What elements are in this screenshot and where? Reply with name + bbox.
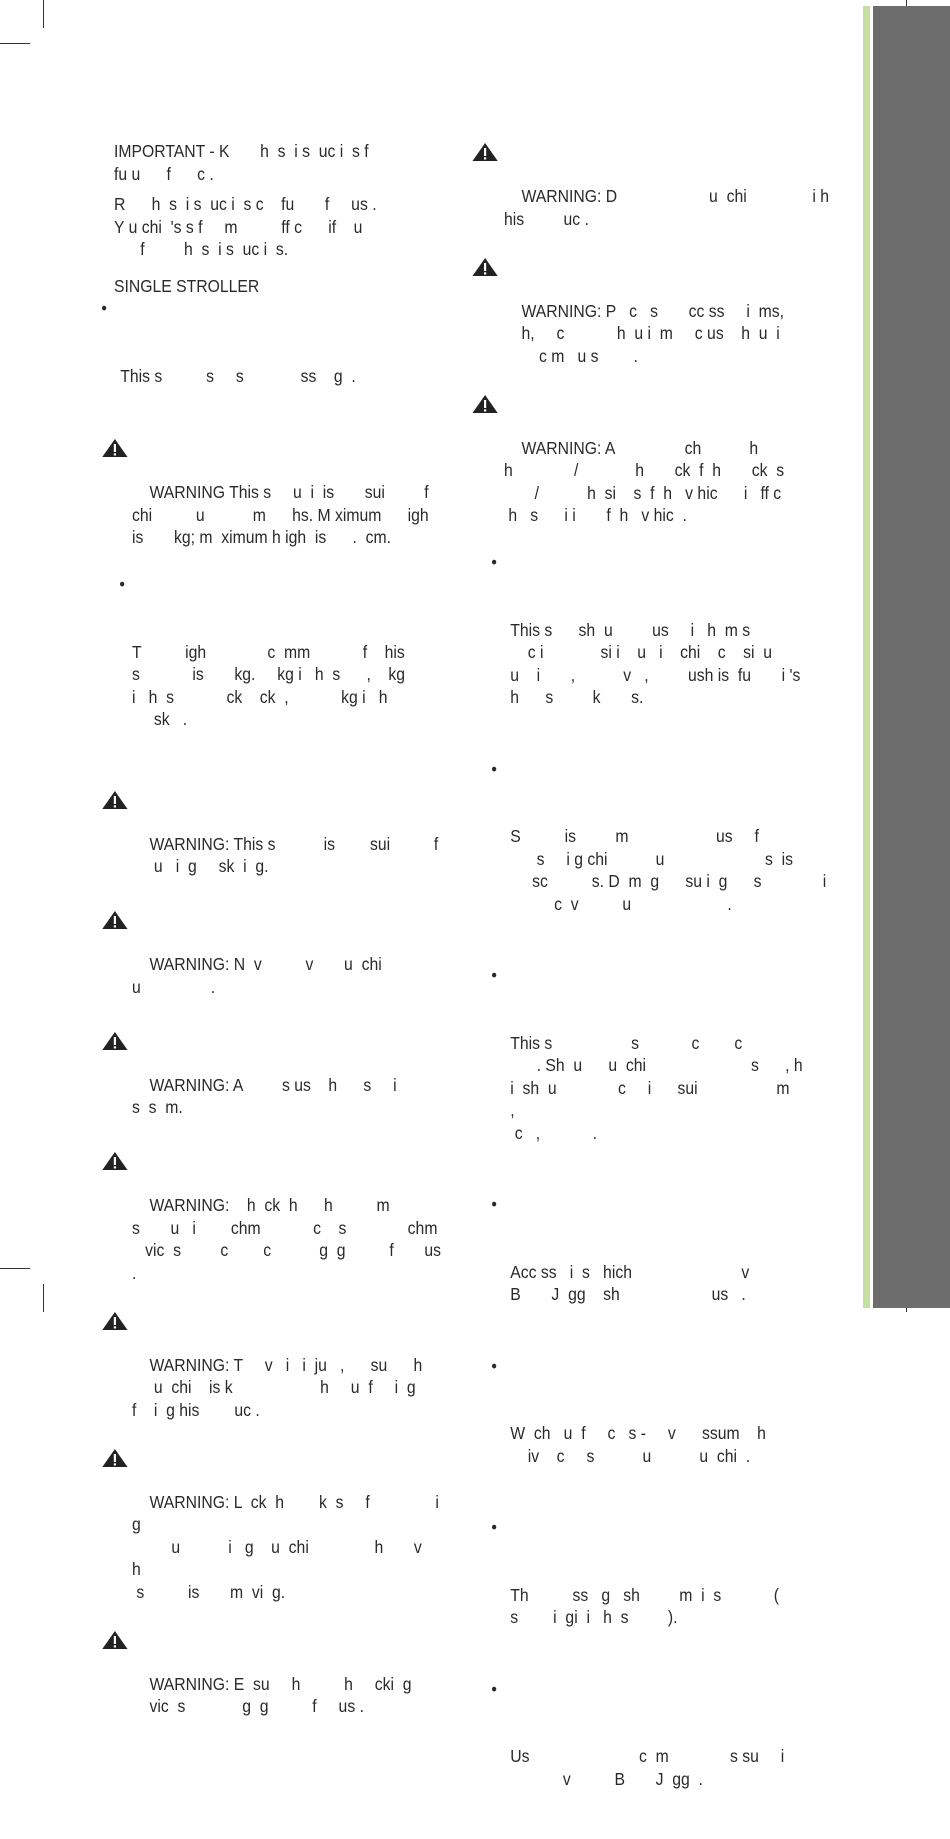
- bullet-icon: •: [491, 1517, 497, 1537]
- warning-text: WARNING: A ch h h / h ck f h ck s / h si s f h v hic i ff c h s i i f h v hic .: [504, 437, 785, 525]
- warning-item: [132, 1628, 447, 1741]
- list-item: [491, 964, 833, 1189]
- sidebar-accent-stripe: [863, 6, 870, 1308]
- warning-item: [504, 255, 833, 390]
- list-item-text: W ch u f c s - v ssum h iv c s u u chi .: [510, 1423, 766, 1466]
- crop-mark: [43, 1284, 44, 1312]
- warning-text: WARNING: h ck h h m s u i chm c s chm vic s c c g g f us .: [132, 1195, 441, 1283]
- bullet-icon: •: [491, 1678, 497, 1699]
- warning-icon: [101, 438, 128, 458]
- crop-mark: [0, 1268, 30, 1269]
- warning-item: [132, 436, 447, 571]
- bullet-icon: •: [491, 965, 497, 985]
- bullet-icon: •: [119, 574, 125, 594]
- important-notice: IMPORTANT - K h s i s uc i s f fu u f c .: [114, 141, 369, 184]
- list-item: [491, 1516, 833, 1674]
- warning-icon: [472, 142, 499, 162]
- list-item: [491, 1193, 833, 1351]
- list-item: [101, 297, 447, 432]
- crop-mark: [43, 0, 44, 28]
- warning-text: WARNING: P c s cc ss i ms, h, c h u i m c us h u i c m u s .: [521, 300, 785, 366]
- bullet-icon: •: [491, 552, 497, 572]
- warning-icon: [101, 910, 128, 930]
- warning-item: [132, 788, 447, 901]
- warning-icon: [101, 1031, 128, 1051]
- bullet-icon: •: [491, 1355, 497, 1376]
- warning-text: WARNING: N v v u chi u .: [132, 954, 382, 997]
- warning-icon: [101, 1630, 128, 1650]
- sidebar-tab: [873, 6, 950, 1308]
- list-item: [491, 758, 833, 961]
- bullet-icon: •: [491, 758, 497, 779]
- warning-item: [132, 1309, 447, 1444]
- warning-text: WARNING This s u i is sui f chi u m hs. M ximum igh is kg; m ximum h igh is . cm.: [132, 482, 429, 547]
- list-item-text: This s s c c . Sh u u chi s , h i sh u c i sui m , c , .: [510, 1032, 803, 1143]
- list-item-text: This s sh u us i h m s c i si i u i chi c si u u i , v , ush is fu i 's h s k s.: [510, 619, 801, 707]
- warning-text: WARNING: L ck h k s f i g u i g u chi h v h s is m vi g.: [132, 1491, 439, 1602]
- crop-mark: [0, 43, 30, 44]
- list-item: [119, 573, 447, 776]
- warning-icon: [101, 1311, 128, 1331]
- bullet-icon: •: [101, 298, 107, 318]
- list-item-text: Acc ss i s hich v B J gg sh us .: [510, 1261, 750, 1304]
- warning-icon: [472, 257, 499, 277]
- warning-item: [132, 1029, 447, 1142]
- left-column: [101, 140, 447, 1742]
- warning-item: [504, 140, 833, 253]
- warning-text: WARNING: T v i i ju , su h u chi is k h u f i g f i g his uc .: [132, 1354, 423, 1420]
- warning-text: WARNING: A s us h s i s s m.: [132, 1074, 397, 1117]
- warning-item: [132, 1446, 447, 1626]
- warning-item: [132, 908, 447, 1021]
- bullet-icon: •: [491, 1194, 497, 1214]
- list-item: [491, 1678, 833, 1836]
- list-item: [491, 1355, 833, 1513]
- warning-text: WARNING: D u chi i h his uc .: [504, 186, 829, 229]
- warning-icon: [101, 790, 128, 810]
- warning-text: WARNING: E su h h cki g vic s g g f us .: [149, 1673, 412, 1716]
- list-item-text: Th ss g sh m i s ( s i gi i h s ).: [510, 1584, 779, 1627]
- warning-text: WARNING: This s is sui f u i g sk i g.: [149, 833, 439, 876]
- right-column: [491, 140, 833, 1839]
- list-item-text: S is m us f s i g chi u s is sc s. D m g su i g s i c v u .: [510, 826, 827, 914]
- warning-icon: [101, 1151, 128, 1171]
- list-item: [491, 551, 833, 754]
- list-item-text: This s s s ss g .: [120, 365, 356, 386]
- retain-notice: R h s i s uc i s c fu f us . Y u chi 's s f m ff c if u f h s i s uc i s.: [114, 194, 377, 259]
- warning-item: [504, 392, 833, 550]
- list-item-text: T igh c mm f his s is kg. kg i h s , kg i h s ck ck , kg i h sk .: [132, 641, 406, 729]
- warning-icon: [472, 394, 499, 414]
- warning-item: [132, 1149, 447, 1307]
- section-heading: SINGLE STROLLER: [114, 275, 260, 296]
- list-item-text: Us c m s su i v B J gg .: [510, 1746, 785, 1789]
- warning-icon: [101, 1448, 128, 1468]
